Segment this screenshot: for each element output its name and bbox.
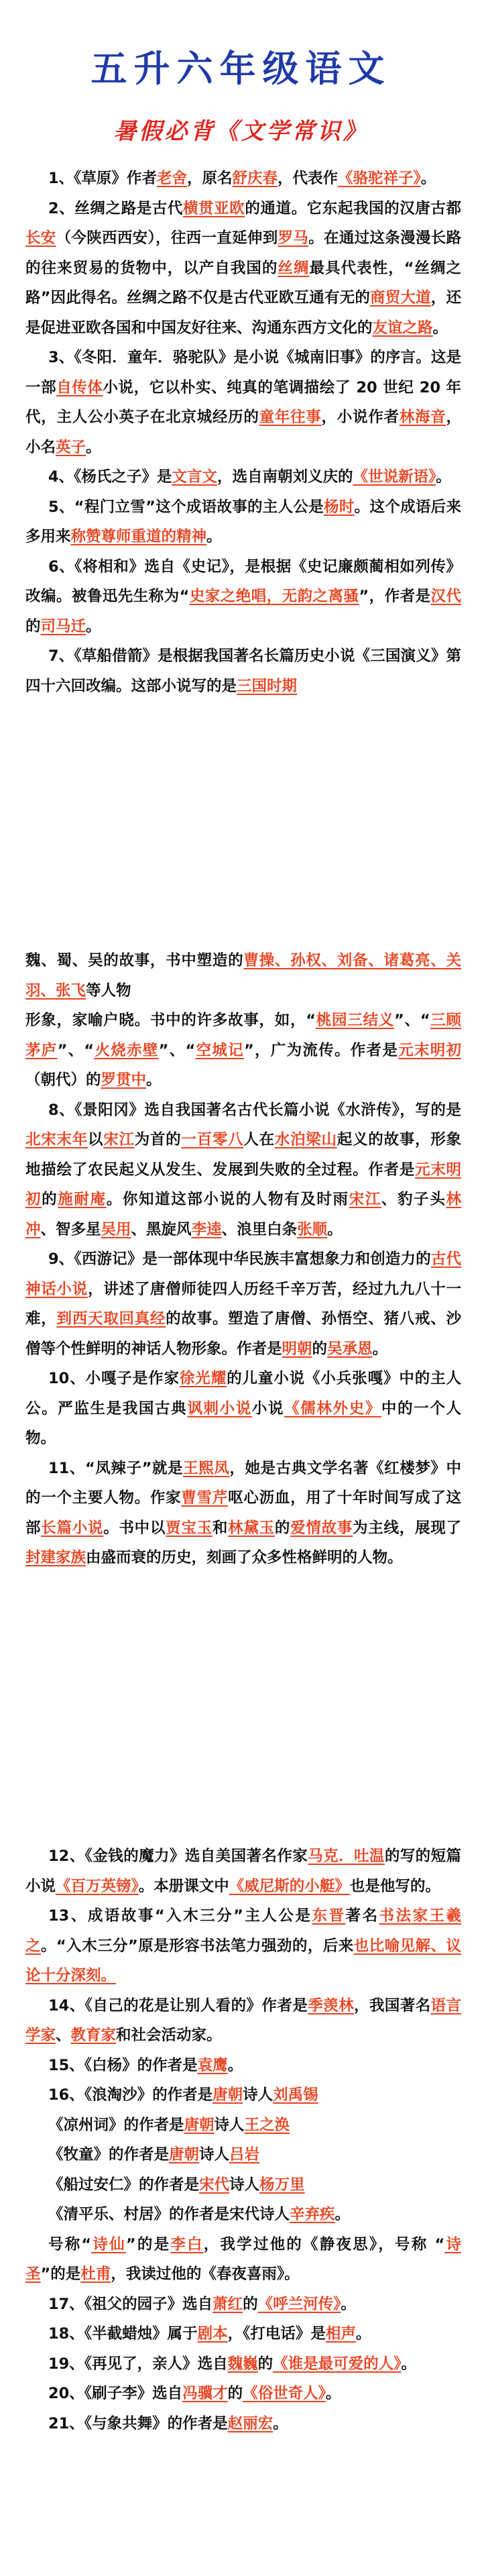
highlighted-term: 《威尼斯的小艇》: [229, 1877, 350, 1895]
highlighted-term: 文言文: [172, 468, 217, 486]
item-text: 小嘎子是作家: [85, 1370, 180, 1387]
highlighted-term: 林黛玉: [228, 1519, 275, 1537]
knowledge-item: [25, 2409, 461, 2439]
highlighted-term: 相声: [325, 2325, 356, 2343]
knowledge-item: [25, 462, 461, 492]
highlighted-term: 元末明初: [398, 1041, 461, 1059]
item-text: 《祖父的园子》选自: [84, 2295, 213, 2313]
highlighted-term: 贾宝玉: [166, 1519, 213, 1537]
item-text: 小说: [251, 1399, 285, 1417]
highlighted-term: 丝绸: [278, 259, 310, 277]
knowledge-item: [25, 2170, 461, 2200]
item-text: ”、“: [158, 1041, 196, 1059]
item-text: 、浪里白条: [221, 1220, 298, 1238]
item-text: 诗人: [229, 2176, 260, 2194]
knowledge-item: [25, 2200, 461, 2230]
knowledge-item: [25, 1901, 461, 1991]
item-text: 。: [436, 468, 451, 486]
item-number: 11、: [48, 1459, 85, 1477]
knowledge-item: [25, 1006, 461, 1095]
page-subtitle: 暑假必背《文学常识》: [113, 118, 369, 145]
item-number: 4、: [48, 468, 74, 486]
item-text: 和社会活动家。: [116, 2027, 222, 2044]
highlighted-term: 罗马: [278, 229, 309, 247]
highlighted-term: 爱情故事: [290, 1519, 353, 1537]
item-text: ，她是古典文学名著《红楼梦》中的一个主要人物。作家: [25, 1459, 461, 1507]
item-text: ”的是: [40, 2265, 81, 2283]
knowledge-item: [25, 2379, 461, 2409]
item-text: 著名: [345, 1907, 379, 1925]
item-text: 《杨氏之子》是: [74, 468, 172, 486]
item-text: 《再见了，亲人》选自: [84, 2355, 228, 2373]
knowledge-item: [25, 164, 461, 194]
item-text: ，讲述了唐僧师徒四人历经千辛万苦，经过九九八十一难，: [25, 1280, 461, 1328]
highlighted-term: 教育家: [70, 2027, 117, 2044]
highlighted-term: 《儒林外史》: [284, 1399, 381, 1417]
item-text: 诗人: [243, 2086, 274, 2104]
item-text: 《西游记》是一部体现中华民族丰富想象力和创造力的: [74, 1250, 431, 1268]
highlighted-term: 季羡林: [308, 1996, 354, 2015]
highlighted-term: 汉代: [430, 588, 461, 605]
item-text: 为首的: [134, 1131, 182, 1148]
item-number: 18、: [48, 2325, 84, 2343]
item-text: 。: [86, 438, 101, 456]
item-text: ”、“: [57, 1041, 95, 1059]
item-text: 号称“: [48, 2235, 92, 2253]
item-text: 。: [327, 1220, 343, 1238]
highlighted-term: 《骆驼祥子》: [337, 170, 421, 187]
highlighted-term: 杜甫: [80, 2265, 111, 2283]
highlighted-term: 萧红: [213, 2295, 243, 2313]
item-number: 19、: [48, 2355, 84, 2373]
highlighted-term: 唐朝: [213, 2086, 243, 2104]
item-text: 《清平乐、村居》的作者是宋代诗人: [48, 2206, 290, 2223]
item-text: 诗人: [214, 2116, 245, 2134]
item-number: 16、: [48, 2086, 84, 2104]
item-text: 以: [87, 1131, 104, 1148]
item-text: 《草船借箭》是根据我国著名长篇历史小说《三国演义》第四十六回改编。这部小说写的是: [25, 647, 461, 695]
item-number: 12、: [48, 1847, 85, 1865]
item-text: ，我读过他的《春夜喜雨》。: [111, 2265, 300, 2283]
knowledge-item: [25, 1095, 461, 1245]
item-text: 形象，家喻户晓。书中的许多故事，如，“: [25, 1012, 316, 1029]
item-text: 。“入木三分”原是形容书法笔力强劲的，后来: [40, 1937, 354, 1955]
highlighted-term: 袁鹰: [197, 2056, 228, 2074]
item-text: ，我学过他的《静夜思》，号称 “: [203, 2235, 445, 2253]
highlighted-term: 也比喻见解、议论十分深刻。: [25, 1937, 461, 1984]
highlighted-term: 林海音: [399, 409, 446, 426]
highlighted-term: 封建家族: [25, 1549, 86, 1566]
item-text: 为主线，展现了: [353, 1519, 461, 1537]
item-text: 的儿童小说《小兵张嘎》中的主人公。严监生是我国古典: [25, 1370, 461, 1417]
item-text: 的故事。塑造了唐僧、孙悟空、猪八戒、沙僧等个性鲜明的神话人物形象。作者是: [25, 1310, 461, 1358]
highlighted-term: 水泊梁山: [274, 1131, 337, 1148]
item-text: ，原名: [186, 170, 233, 187]
item-text: 《浪淘沙》的作者是: [84, 2086, 213, 2104]
item-text: 。: [86, 617, 101, 635]
item-text: “凤辣子”就是: [84, 1459, 184, 1477]
highlighted-term: 《谁是最可爱的人》: [273, 2355, 402, 2373]
highlighted-term: 称赞尊师重道的精神: [70, 528, 207, 545]
item-text: ，代表作: [277, 170, 338, 187]
highlighted-term: 《呼兰河传》: [257, 2295, 341, 2313]
item-text: 的: [25, 617, 41, 635]
item-number: 1、: [48, 170, 74, 187]
highlighted-term: 舒庆春: [232, 170, 278, 187]
knowledge-item: [25, 343, 461, 462]
content-block-1: [25, 164, 461, 701]
highlighted-term: 宋代: [199, 2176, 230, 2194]
highlighted-term: 横贯亚欧: [182, 199, 245, 217]
knowledge-item: [25, 2230, 461, 2290]
item-text: （今陕西西安），往西一直延伸到: [56, 229, 278, 247]
knowledge-item: [25, 552, 461, 642]
item-text: 。: [432, 319, 448, 337]
highlighted-term: 童年往事: [259, 409, 322, 426]
highlighted-term: 元末明初: [25, 1161, 461, 1208]
item-text: 。这个成语后来多用来: [25, 498, 461, 545]
item-text: 《将相和》选自《史记》，是根据《史记廉颇蔺相如列传》改编。被鲁迅先生称为“: [25, 557, 461, 605]
knowledge-item: [25, 2290, 461, 2320]
knowledge-item: [25, 2110, 461, 2141]
item-text: 。本册课文中: [138, 1877, 229, 1895]
highlighted-term: 长安: [25, 229, 56, 247]
content-block-3: [25, 1841, 461, 2438]
item-text: 《冬阳．童年．骆驼队》是小说《城南旧事》的序言。这是一部: [25, 349, 461, 396]
item-text: 。你知道这部小说的人物有及时雨: [106, 1191, 349, 1208]
highlighted-term: 罗贯中: [101, 1071, 147, 1089]
item-text: 《与象共舞》的作者是: [84, 2414, 228, 2432]
item-text: 《半截蜡烛》属于: [84, 2325, 198, 2343]
highlighted-term: 唐朝: [184, 2116, 215, 2134]
item-text: 。: [372, 1340, 388, 1358]
knowledge-item: [25, 1841, 461, 1901]
item-text: 《金钱的魔力》选自美国著名作家: [84, 1847, 308, 1865]
item-text: 。: [206, 528, 222, 545]
highlighted-term: 《世说新语》: [353, 468, 436, 486]
item-text: 小说，它以朴实、纯真的笔调描绘了 20 世纪 20 年代，主人公小英子在北京城经历的: [25, 378, 461, 426]
item-text: 。: [401, 2355, 416, 2373]
highlighted-term: 英子: [56, 438, 86, 456]
item-text: 的: [227, 2385, 243, 2402]
item-text: ，还是促进亚欧各国和中国友好往来、沟通东西方文化的: [25, 289, 461, 337]
highlighted-term: 宋江: [349, 1191, 381, 1208]
highlighted-term: 马克．吐温: [308, 1847, 385, 1865]
item-text: 的通道。它东起我国的汉唐古都: [245, 199, 461, 217]
highlighted-term: 友谊之路: [372, 319, 433, 337]
item-text: 起义的故事，形象地描绘了农民起义从发生、发展到失败的全过程。作者是: [25, 1131, 461, 1179]
highlighted-term: 林冲: [25, 1191, 461, 1238]
highlighted-term: 讽刺小说: [187, 1399, 252, 1417]
item-text: 的: [42, 1191, 58, 1208]
knowledge-item: [25, 2140, 461, 2170]
highlighted-term: 司马迁: [40, 617, 86, 635]
item-text: 人在: [243, 1131, 275, 1148]
item-number: 8、: [48, 1101, 75, 1119]
item-text: 《凉州词》的作者是: [48, 2116, 184, 2134]
highlighted-term: 古代神话小说: [25, 1250, 461, 1298]
item-text: 中的一个人物。: [25, 1399, 461, 1447]
highlighted-term: 桃园三结义: [316, 1012, 394, 1029]
item-text: ，选自南朝刘义庆的: [217, 468, 353, 486]
item-text: 。: [335, 2206, 351, 2223]
item-number: 2、: [48, 199, 75, 217]
item-text: ”的是: [125, 2235, 171, 2253]
item-number: 7、: [48, 647, 74, 665]
highlighted-term: 吴承恩: [327, 1340, 373, 1358]
highlighted-term: 语言学家: [25, 1996, 461, 2044]
item-text: 。: [355, 2325, 371, 2343]
highlighted-term: 李逵: [191, 1220, 222, 1238]
highlighted-term: 唐朝: [169, 2146, 200, 2163]
item-text: 《刷子李》选自: [84, 2385, 183, 2402]
item-text: 。: [273, 2414, 288, 2432]
knowledge-item: [25, 492, 461, 552]
highlighted-term: 书法家王羲之: [25, 1907, 461, 1955]
highlighted-term: 辛弃疾: [290, 2206, 335, 2223]
highlighted-term: 剧本: [197, 2325, 228, 2343]
item-text: ”、“: [394, 1012, 430, 1029]
knowledge-item: [25, 946, 461, 1006]
item-text: 《船过安仁》的作者是: [48, 2176, 200, 2194]
item-text: ，《打电话》是: [227, 2325, 326, 2343]
highlighted-term: 冯骥才: [182, 2385, 228, 2402]
item-text: ，小名: [25, 409, 461, 456]
highlighted-term: 商贸大道: [370, 289, 431, 307]
highlighted-term: 王熙凤: [183, 1459, 230, 1477]
knowledge-item: [25, 1364, 461, 1454]
item-text: “程门立雪”这个成语故事的主人公是: [74, 498, 324, 516]
highlighted-term: 杨时: [324, 498, 355, 516]
content-block-2: [25, 946, 461, 1573]
highlighted-term: 曹雪芹: [181, 1489, 229, 1507]
item-text: ”，作者是: [359, 588, 431, 605]
highlighted-term: 到西天取回真经: [56, 1310, 166, 1328]
item-text: 《草原》作者: [74, 170, 157, 187]
item-text: 成语故事“入木三分”主人公是: [87, 1907, 312, 1925]
item-text: 魏、蜀、吴的故事，书中塑造的: [25, 952, 244, 969]
item-text: （朝代）的: [25, 1071, 101, 1089]
item-text: ，我国著名: [353, 1996, 431, 2015]
item-text: 、: [56, 2027, 71, 2044]
item-text: 丝绸之路是古代: [74, 199, 183, 217]
item-text: 《牧童》的作者是: [48, 2146, 170, 2163]
item-number: 21、: [48, 2414, 84, 2432]
knowledge-item: [25, 2080, 461, 2110]
item-number: 9、: [48, 1250, 74, 1268]
highlighted-term: 东晋: [312, 1907, 346, 1925]
highlighted-term: 李白: [170, 2235, 204, 2253]
item-text: 诗人: [199, 2146, 230, 2163]
highlighted-term: 曹操、孙权、刘备、诸葛亮、关羽、张飞: [25, 952, 461, 1000]
item-text: 。书中以: [103, 1519, 166, 1537]
item-number: 15、: [48, 2056, 84, 2074]
knowledge-item: [25, 2051, 461, 2081]
highlighted-term: 《俗世奇人》: [243, 2385, 326, 2402]
highlighted-term: 空城记: [195, 1041, 244, 1059]
highlighted-term: 老舍: [156, 170, 187, 187]
item-text: 的: [274, 1519, 291, 1537]
highlighted-term: 长篇小说: [41, 1519, 104, 1537]
item-text: 的: [312, 1340, 328, 1358]
knowledge-item: [25, 1244, 461, 1364]
highlighted-term: 诗仙: [91, 2235, 126, 2253]
item-number: 3、: [48, 349, 74, 366]
highlighted-term: 吴用: [101, 1220, 131, 1238]
item-text: 也是他写的。: [349, 1877, 440, 1895]
knowledge-item: [25, 641, 461, 701]
page-title: 五升六年级语文: [91, 47, 391, 90]
item-text: 。: [146, 1071, 162, 1089]
item-number: 10、: [48, 1370, 86, 1387]
highlighted-term: 一百零八: [181, 1131, 244, 1148]
item-text: 。: [420, 170, 436, 187]
item-text: 等人物: [86, 981, 131, 1000]
item-number: 6、: [48, 557, 75, 576]
knowledge-item: [25, 1991, 461, 2051]
knowledge-item: [25, 2319, 461, 2349]
item-text: 的: [257, 2355, 274, 2373]
item-text: 的: [243, 2295, 258, 2313]
item-text: 、智多星: [40, 1220, 101, 1238]
item-number: 13、: [48, 1907, 88, 1925]
highlighted-term: 施耐庵: [58, 1191, 107, 1208]
item-text: 《景阳冈》选自我国著名古代长篇小说《水浒传》，写的是: [74, 1101, 461, 1119]
highlighted-term: 刘禹锡: [273, 2086, 318, 2104]
item-text: 。在通过这条漫漫长路的往来贸易的货物中，以产自我国的: [25, 229, 461, 277]
item-text: 和: [212, 1519, 229, 1537]
item-text: ，小说作者: [321, 409, 400, 426]
highlighted-term: 魏巍: [227, 2355, 258, 2373]
highlighted-term: 史家之绝唱，无韵之离骚: [189, 588, 359, 605]
highlighted-term: 宋江: [103, 1131, 135, 1148]
item-text: 《自己的花是让别人看的》作者是: [84, 1996, 308, 2015]
item-number: 20、: [48, 2385, 84, 2402]
highlighted-term: 诗圣: [25, 2235, 461, 2283]
highlighted-term: 北宋末年: [25, 1131, 88, 1148]
item-text: 。: [341, 2295, 356, 2313]
item-text: 最具代表性，“丝绸之路”因此得名。丝绸之路不仅是古代亚欧互通有无的: [25, 259, 461, 307]
highlighted-term: 明朝: [282, 1340, 312, 1358]
highlighted-term: 赵丽宏: [227, 2414, 274, 2432]
item-number: 5、: [48, 498, 74, 516]
highlighted-term: 王之涣: [244, 2116, 290, 2134]
highlighted-term: 三国时期: [237, 677, 298, 695]
item-text: 、豹子头: [381, 1191, 446, 1208]
item-text: 《白杨》的作者是: [84, 2056, 198, 2074]
knowledge-item: [25, 2349, 461, 2379]
item-text: 、黑旋风: [131, 1220, 192, 1238]
knowledge-item: [25, 1454, 461, 1573]
highlighted-term: 《百万英镑》: [56, 1877, 139, 1895]
highlighted-term: 自传体: [56, 378, 103, 396]
highlighted-term: 火烧赤壁: [94, 1041, 159, 1059]
highlighted-term: 杨万里: [259, 2176, 305, 2194]
item-text: 。: [325, 2385, 341, 2402]
highlighted-term: 张顺: [297, 1220, 328, 1238]
knowledge-item: [25, 194, 461, 343]
item-number: 14、: [48, 1996, 85, 2015]
item-number: 17、: [48, 2295, 84, 2313]
item-text: 呕心沥血，用了十年时间写成了这部: [25, 1489, 461, 1537]
item-text: ”，广为流传。作者是: [243, 1041, 399, 1059]
item-text: 由盛而衰的历史，刻画了众多性格鲜明的人物。: [86, 1549, 403, 1566]
item-text: 。: [227, 2056, 243, 2074]
highlighted-term: 徐光耀: [179, 1370, 227, 1387]
item-text: 的写的短篇小说: [25, 1847, 461, 1895]
highlighted-term: 三顾茅庐: [25, 1012, 461, 1059]
highlighted-term: 吕岩: [229, 2146, 260, 2163]
